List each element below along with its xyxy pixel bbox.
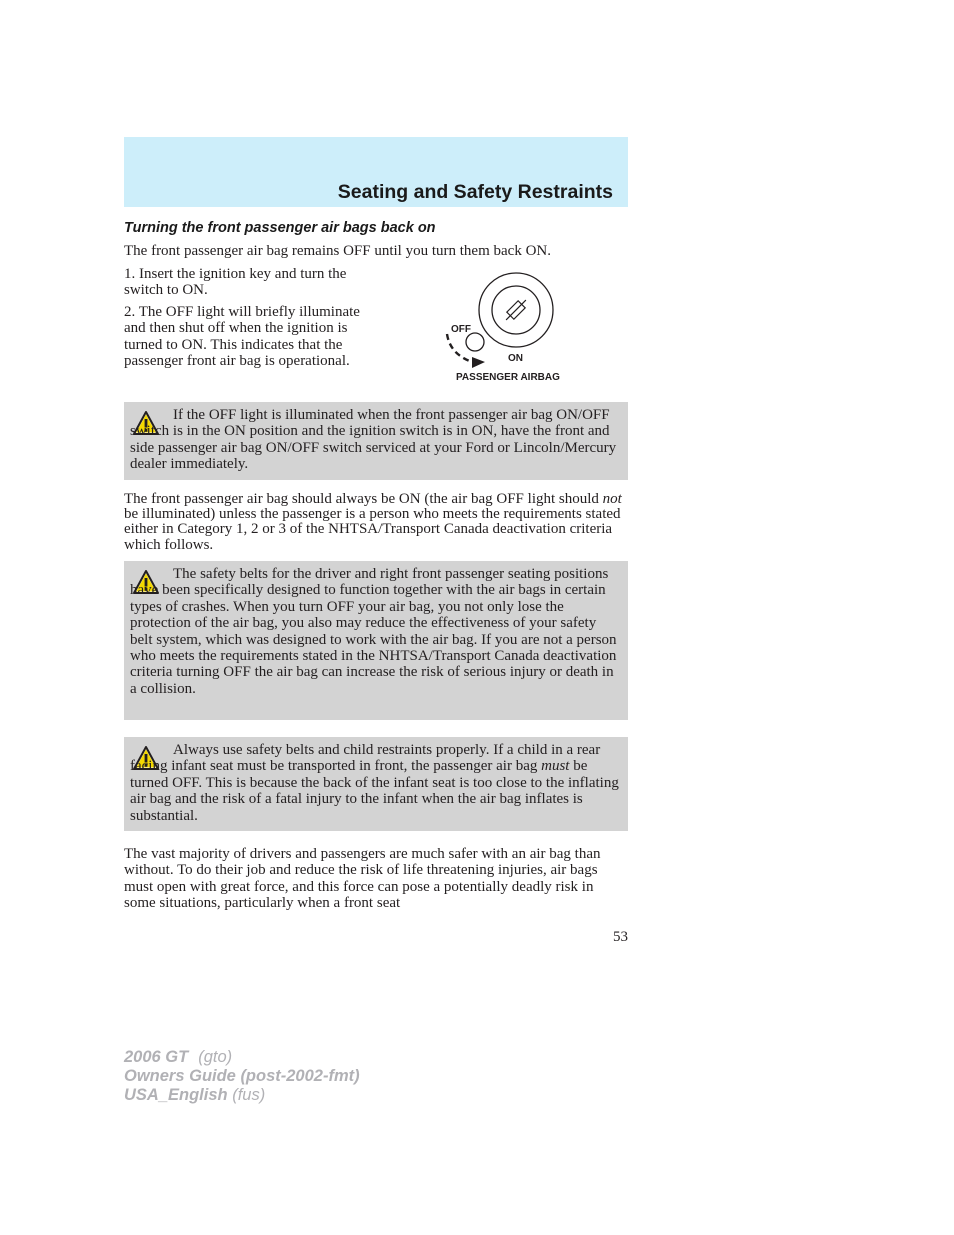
warning-text-part: be turned OFF. This is because the back of the infant seat is too close to the inflating air bag and the risk of a fatal injury to the infant when the air bag inflates is substantial. (130, 758, 619, 824)
footer-line-language (124, 1086, 360, 1105)
warning-box (124, 402, 628, 480)
page-number: 53 (613, 929, 628, 945)
footer (124, 1048, 360, 1105)
footer-guide: Owners Guide (post-2002-fmt) (124, 1067, 360, 1085)
section-heading: Turning the front passenger air bags back on (124, 220, 436, 236)
footer-language-code: (fus) (232, 1086, 266, 1104)
body-text: The front passenger air bag should always be ON (the air bag OFF light should (124, 491, 603, 507)
page-title: Seating and Safety Restraints (337, 181, 613, 203)
footer-line-model (124, 1048, 360, 1067)
step-2: 2. The OFF light will briefly illuminate and then shut off when the ignition is turned to ON. This indicates that the passenger front air bag is operational. (124, 304, 360, 370)
off-label: OFF (451, 324, 471, 335)
warning-text: If the OFF light is illuminated when the front passenger air bag ON/OFF switch is in the ON position and the ignition switch is in ON, have the front and side passenger air bag ON/OFF switch serviced at your Ford or Lincoln/Mercury dealer immediately. (130, 407, 617, 473)
warning-box (124, 561, 628, 720)
footer-model: 2006 GT (124, 1048, 189, 1066)
warning-box (124, 737, 628, 831)
airbag-switch-icon (440, 270, 590, 386)
on-label: ON (508, 353, 523, 364)
body-text: be illuminated) unless the passenger is a person who meets the requirements stated either in Category 1, 2 or 3 of the NHTSA/Transport Canada deactivation criteria which follows. (124, 506, 621, 553)
figure-caption: PASSENGER AIRBAG (456, 372, 560, 383)
emphasis-text: must (541, 758, 570, 775)
step-1: 1. Insert the ignition key and turn the switch to ON. (124, 266, 347, 299)
airbag-switch-figure (440, 270, 590, 386)
header-band (124, 137, 628, 207)
warning-text (130, 742, 622, 824)
body-paragraph: The vast majority of drivers and passengers are much safer with an air bag than without. To do their job and reduce the risk of life threatening injuries, air bags must open with great force, and this force can pose a potentially deadly risk in some situations, particularly when a front seat (124, 846, 601, 912)
intro-paragraph: The front passenger air bag remains OFF until you turn them back ON. (124, 243, 551, 259)
footer-model-code: (gto) (198, 1048, 233, 1066)
warning-text: The safety belts for the driver and right front passenger seating positions have been specifically designed to function together with the air bags in certain types of crashes. When you turn OFF your air bag, you not only lose the protection of the air bag, you also may reduce the effectiveness of your safety belt system, which was designed to work with the air bag. If you are not a person who meets the requirements stated in the NHTSA/Transport Canada deactivation criteria turning OFF the air bag can increase the risk of serious injury or death in a collision. (130, 566, 617, 697)
body-paragraph (124, 492, 628, 553)
footer-language: USA_English (124, 1086, 228, 1104)
emphasis-text: not (602, 491, 622, 507)
warning-text-part: Always use safety belts and child restraints properly. If a child in a rear facing infant seat must be transported in front, the passenger air bag (130, 742, 601, 775)
